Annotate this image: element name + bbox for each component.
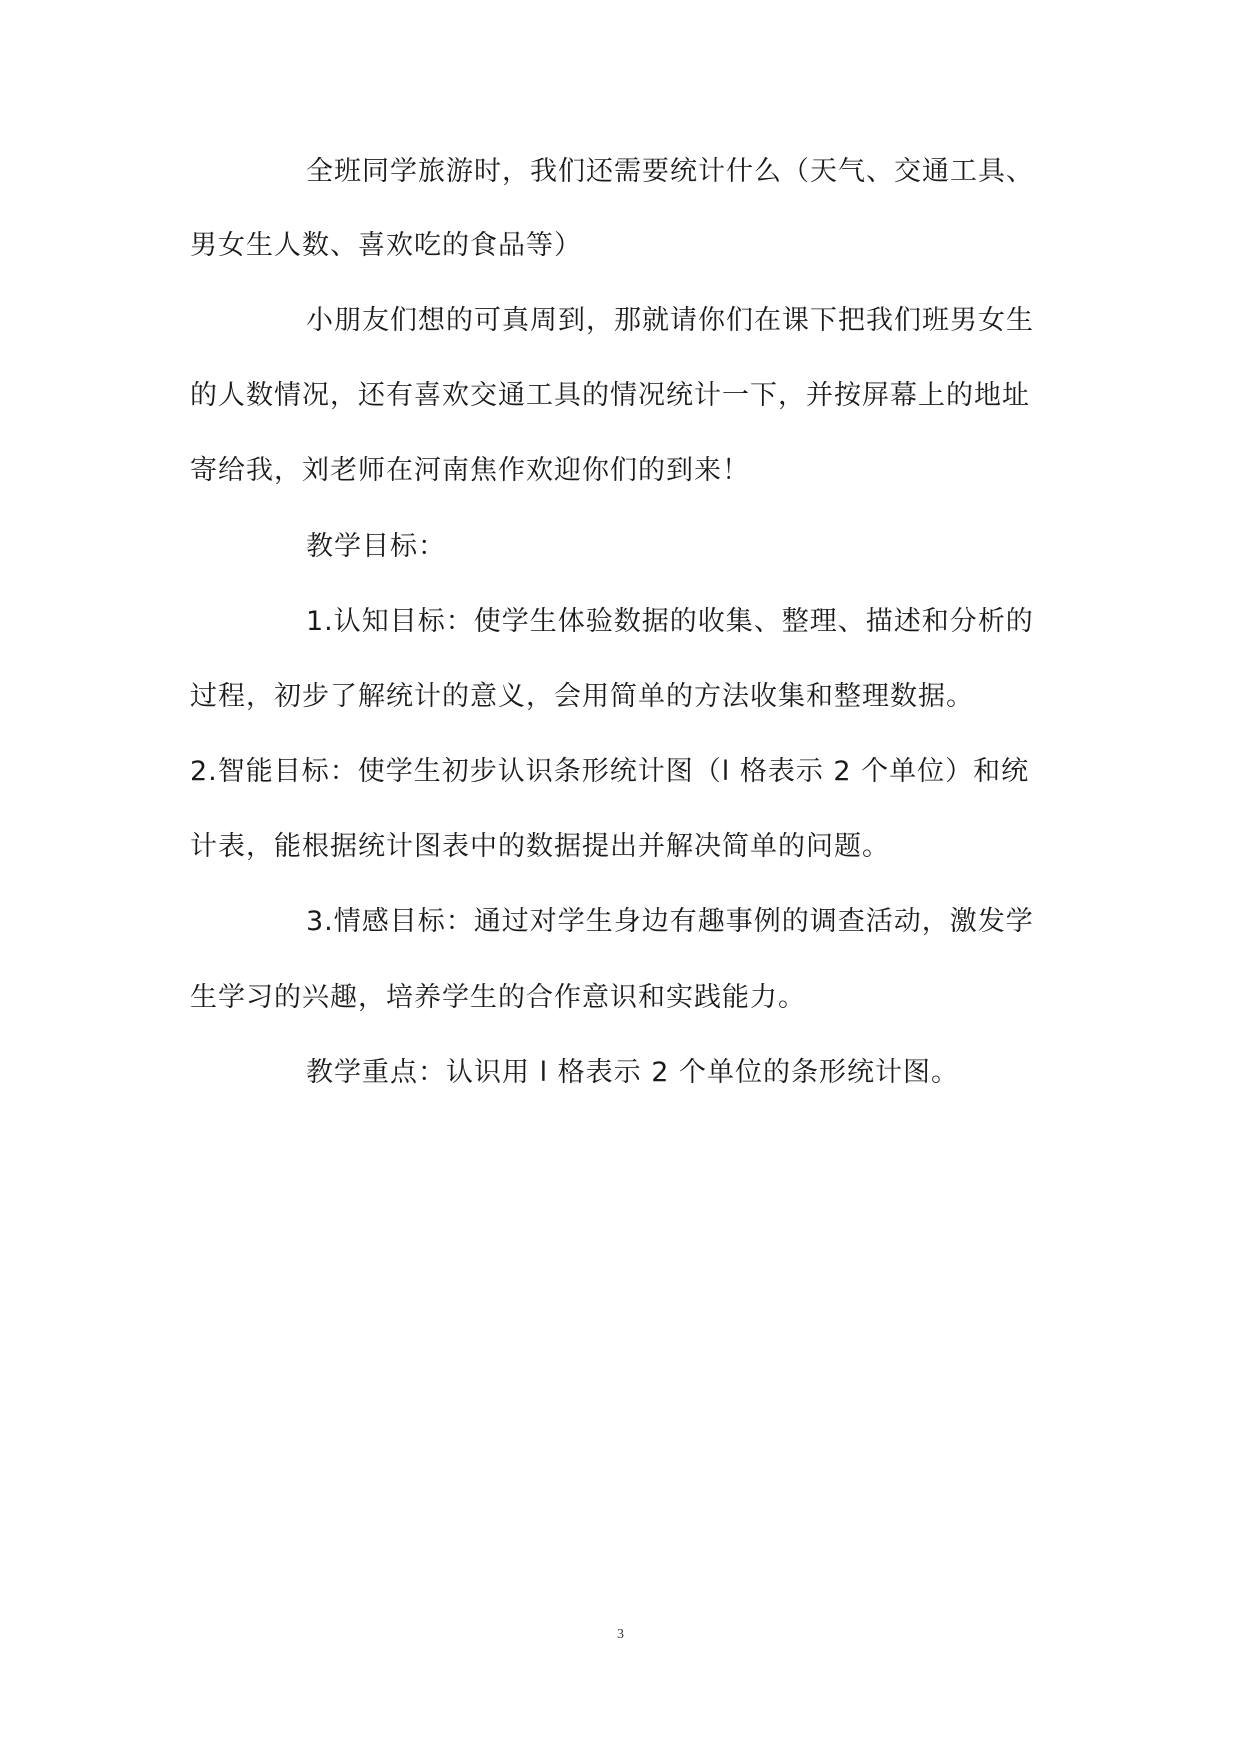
- paragraph-line: 教学重点：认识用 l 格表示 2 个单位的条形统计图。: [306, 1057, 960, 1088]
- paragraph-line: 计表，能根据统计图表中的数据提出并解决简单的问题。: [190, 831, 890, 862]
- paragraph-line: 3.情感目标：通过对学生身边有趣事例的调查活动，激发学: [306, 906, 1034, 937]
- paragraph-line: 2.智能目标：使学生初步认识条形统计图（l 格表示 2 个单位）和统: [190, 756, 1030, 787]
- page-number: 3: [617, 1627, 624, 1642]
- paragraph-line: 全班同学旅游时，我们还需要统计什么（天气、交通工具、: [306, 156, 1034, 187]
- paragraph-line: 寄给我，刘老师在河南焦作欢迎你们的到来！: [190, 455, 750, 486]
- paragraph-line: 生学习的兴趣，培养学生的合作意识和实践能力。: [190, 982, 806, 1013]
- paragraph-line: 男女生人数、喜欢吃的食品等）: [190, 230, 582, 261]
- paragraph-line: 过程，初步了解统计的意义，会用简单的方法收集和整理数据。: [190, 681, 974, 712]
- section-heading: 教学目标：: [306, 531, 446, 562]
- paragraph-line: 小朋友们想的可真周到，那就请你们在课下把我们班男女生: [306, 305, 1034, 336]
- paragraph-line: 1.认知目标：使学生体验数据的收集、整理、描述和分析的: [306, 606, 1034, 637]
- paragraph-line: 的人数情况，还有喜欢交通工具的情况统计一下，并按屏幕上的地址: [190, 380, 1030, 411]
